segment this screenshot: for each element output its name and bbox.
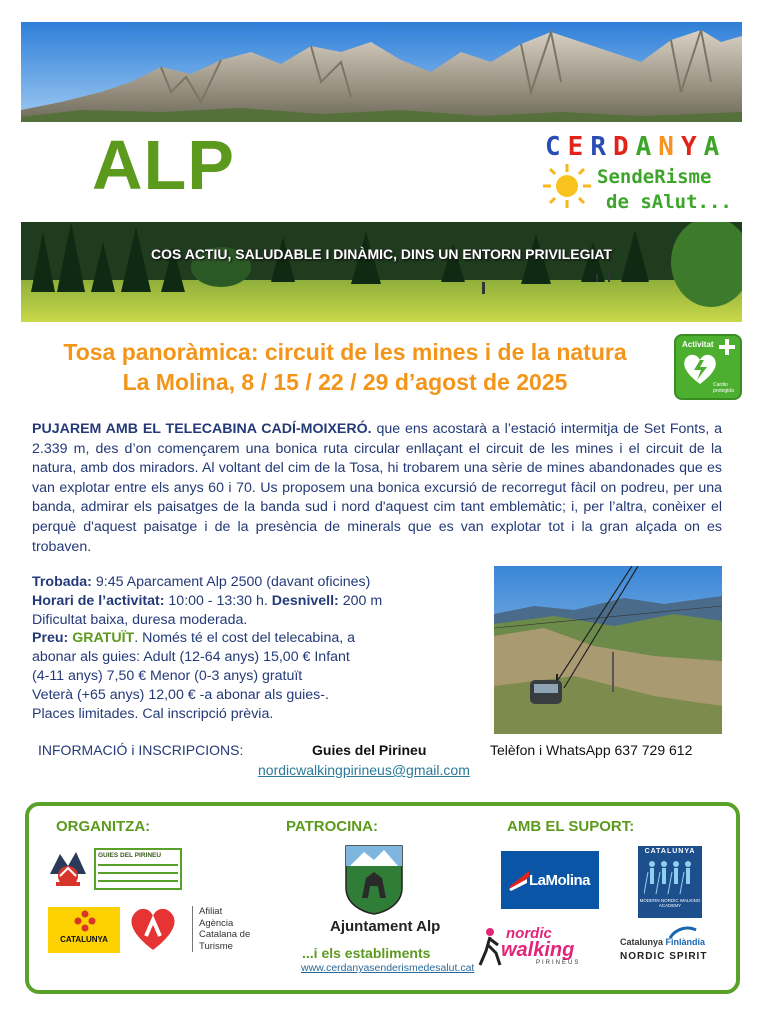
catalunya-star-icon [74, 910, 96, 932]
walker-icon [476, 927, 502, 967]
page-title: ALP [92, 126, 235, 204]
brand-letter: E [567, 132, 591, 162]
intro-paragraph [32, 420, 722, 557]
event-title [20, 337, 670, 397]
establiments-label: ...i els establiments [302, 945, 431, 961]
website-link[interactable]: www.cerdanyasenderismedesalut.cat [301, 962, 475, 974]
tagline: COS ACTIU, SALUDABLE I DINÀMIC, DINS UN ENTORN PRIVILEGIAT [151, 246, 612, 262]
la-molina-logo: LaMolina [501, 851, 599, 909]
badge-label: Activitat [682, 340, 714, 349]
brand-letter: Y [680, 132, 704, 162]
sun-icon [540, 162, 594, 210]
meadow-banner-photo [21, 222, 742, 322]
brand-line-2: de sAlut... [606, 191, 732, 213]
meeting-line: Trobada: 9:45 Aparcament Alp 2500 (davant oficines) [32, 574, 371, 590]
la-molina-mark-icon [507, 869, 531, 891]
afiliat-text: Afiliat Agència Catalana de Turisme [192, 906, 250, 952]
brand-letter: D [612, 132, 636, 162]
contact-email-link[interactable]: nordicwalkingpirineus@gmail.com [258, 762, 470, 778]
cable-car-photo [494, 566, 722, 734]
difficulty-line: Dificultat baixa, duresa moderada. [32, 611, 248, 628]
suport-heading: AMB EL SUPORT: [507, 818, 635, 835]
brand-name [545, 132, 726, 162]
heart-logo-icon [128, 906, 178, 952]
catalunya-finlandia-logo: Catalunya Finlàndia NORDIC SPIRIT [620, 928, 730, 968]
price-line-2: abonar als guies: Adult (12-64 anys) 15,00 € Infant [32, 649, 350, 666]
catalunya-logo: CATALUNYA [48, 907, 120, 953]
patrocina-heading: PATROCINA: [286, 818, 378, 835]
event-title-line-1: Tosa panoràmica: circuit de les mines i de la natura [63, 339, 627, 365]
walkers-icon [644, 858, 696, 896]
schedule-line: Horari de l’activitat: 10:00 - 13:30 h. Desnivell: 200 m [32, 592, 383, 609]
places-line: Places limitades. Cal inscripció prèvia. [32, 705, 274, 722]
brand-letter: A [703, 132, 727, 162]
event-title-line-2: La Molina, 8 / 15 / 22 / 29 d’agost de 2025 [122, 369, 568, 395]
brand-letter: R [590, 132, 613, 162]
mountain-banner-photo [21, 22, 742, 122]
contact-organizer: Guies del Pirineu [312, 742, 427, 758]
contact-phone[interactable]: Telèfon i WhatsApp 637 729 612 [490, 742, 693, 758]
cardio-protected-badge [674, 334, 742, 400]
brand-letter: N [658, 132, 681, 162]
contact-row [38, 742, 728, 762]
brand-line-1: SendeRisme [597, 166, 712, 188]
cerdanya-senderisme-logo [540, 130, 740, 220]
price-line: Preu: GRATUÏT. Només té el cost del telecabina, a [32, 630, 356, 647]
badge-sub: Cardio protegida [713, 382, 734, 394]
intro-body: que ens acostarà a l’estació intermitja de Set Fonts, a 2.339 m, des d’on començarem una bonica ruta circular enllaçant el circuit de les mines i el circuit de la natura, amb dos miradors. Al voltant del cim de la Tosa, hi trobarem una sèrie de mines abandonades que es van explotar entre els anys 60 i 70. Us proposem una bonica excursió de recorregut fàcil on podreu, per una banda, admirar els paisatges de la banda sud i nord d'aquest cim tant emblemàtic; i, per l’altra, conèixer el perquè d'aquest paisatge i de la presència de minerals que es van explotar tot i la gran alçada on es trobaven. [32, 421, 722, 555]
guies-pirineu-emblem-icon [46, 848, 90, 888]
nordic-walking-academy-logo: CATALUNYA MODERN NORDIC WALKING ACADEMY [638, 846, 702, 918]
brand-letter: A [635, 132, 659, 162]
alp-coat-of-arms-icon [344, 844, 404, 916]
plus-icon [718, 338, 736, 356]
price-line-4: Veterà (+65 anys) 12,00 € -a abonar als guies-. [32, 686, 329, 703]
contact-label: INFORMACIÓ i INSCRIPCIONS: [38, 742, 244, 758]
heart-defibrillator-icon [682, 352, 718, 386]
brand-letter: C [545, 132, 568, 162]
organitza-heading: ORGANITZA: [56, 818, 151, 835]
activity-details [32, 573, 487, 723]
nordic-walking-pirineus-logo: nordic walking PIRINEUS [476, 925, 608, 969]
guies-pirineu-logo: GUIES DEL PIRINEU [94, 848, 182, 890]
ajuntament-alp-label: Ajuntament Alp [330, 918, 441, 935]
intro-lead: PUJAREM AMB EL TELECABINA CADÍ-MOIXERÓ. [32, 421, 372, 437]
price-line-3: (4-11 anys) 7,50 € Menor (0-3 anys) gratuït [32, 667, 303, 684]
